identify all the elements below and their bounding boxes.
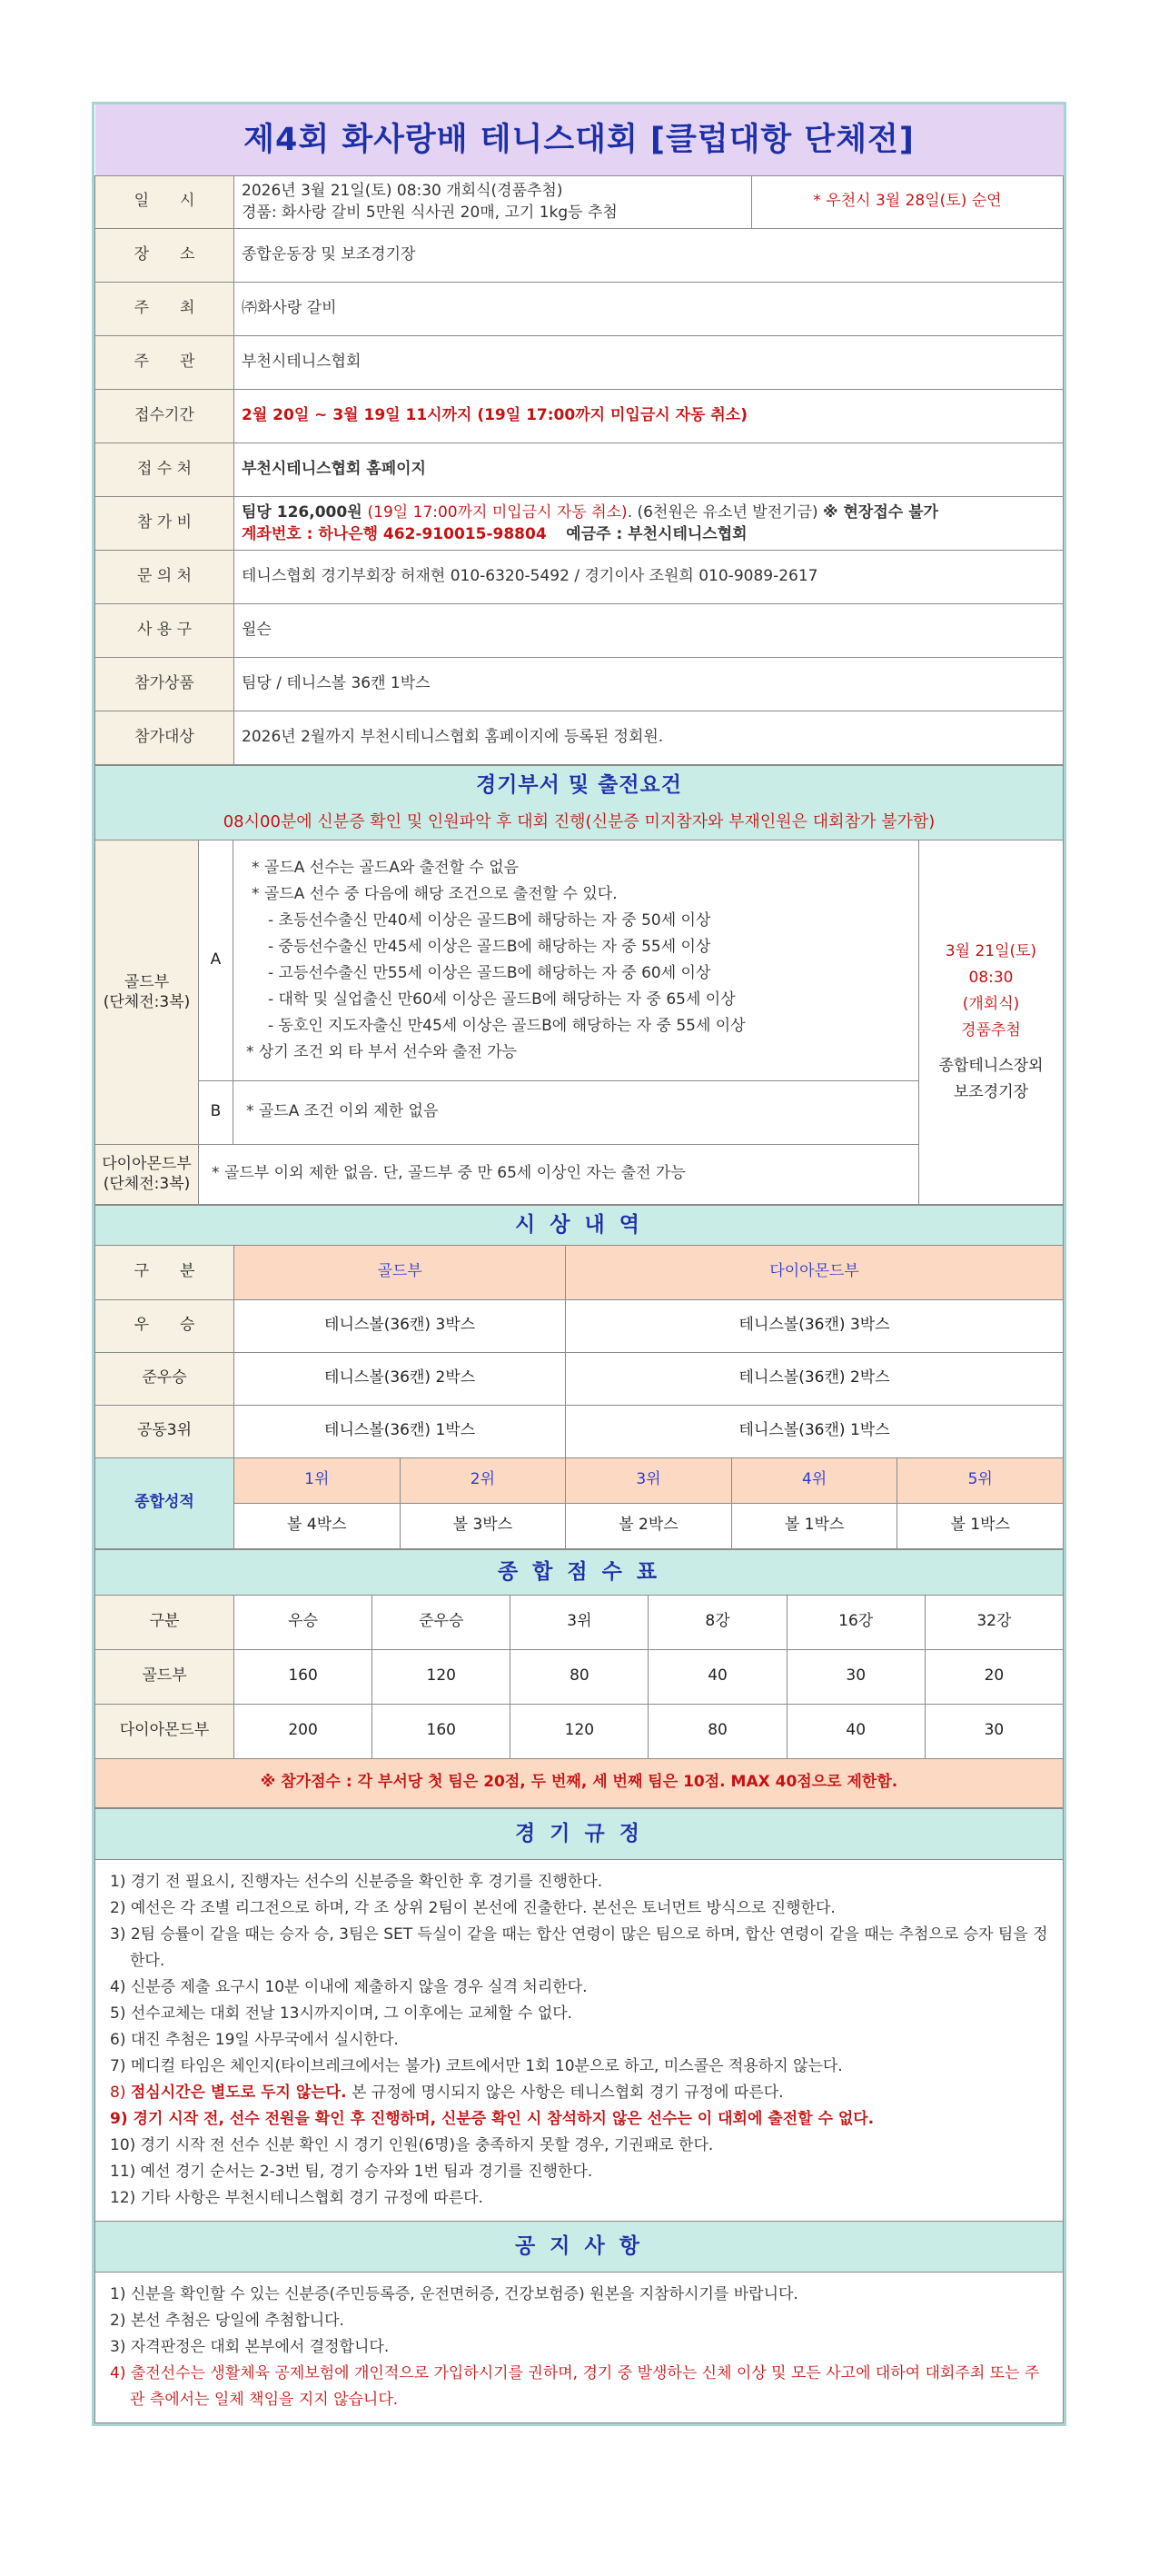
points-row	[95, 1704, 1064, 1758]
points-cell: 30	[787, 1649, 925, 1704]
date-line1: 2026년 3월 21일(토) 08:30 개회식(경품추첨)	[242, 182, 563, 200]
fee-line	[242, 502, 1055, 523]
account-line	[242, 523, 1055, 545]
host-value: ㈜화사랑 갈비	[234, 282, 1064, 335]
host-label: 주 최	[95, 282, 234, 335]
diamond-conditions: * 골드부 이외 제한 없음. 단, 골드부 중 만 65세 이상인 자는 출전 가능	[199, 1144, 919, 1204]
side-place-2: 보조경기장	[953, 1082, 1029, 1101]
points-cell: 200	[234, 1704, 372, 1758]
points-header: 구분	[95, 1595, 234, 1649]
award-diamond-prize: 테니스볼(36캔) 3박스	[566, 1299, 1064, 1352]
award-gold-prize: 테니스볼(36캔) 1박스	[234, 1405, 566, 1457]
points-cell: 80	[649, 1704, 787, 1758]
notice-item: 2) 본선 추첨은 당일에 추첨합니다.	[110, 2311, 344, 2330]
overall-rank: 2위	[400, 1457, 566, 1503]
gold-division-label: 골드부	[124, 972, 170, 991]
grade-a-line: - 초등선수출신 만40세 이상은 골드B에 해당하는 자 중 50세 이상	[268, 910, 711, 930]
fee-amount: 팀당 126,000원	[242, 502, 368, 522]
award-row-label: 공동3위	[95, 1405, 234, 1457]
points-note: ※ 참가점수 : 각 부서당 첫 팀은 20점, 두 번째, 세 번째 팀은 10점. MAX 40점으로 제한함.	[95, 1758, 1064, 1807]
overall-rank: 3위	[566, 1457, 732, 1503]
overall-rank: 5위	[897, 1457, 1064, 1503]
grade-a-line: * 골드A 선수 중 다음에 해당 조건으로 출전할 수 있다.	[252, 884, 618, 903]
rule-item: 5) 선수교체는 대회 전날 13시까지이며, 그 이후에는 교체할 수 없다.	[110, 2004, 573, 2023]
notice-item: 1) 신분을 확인할 수 있는 신분증(주민등록증, 운전면허증, 건강보험증) 원본을 지참하시기를 바랍니다.	[110, 2284, 798, 2303]
award-row-label: 우 승	[95, 1299, 234, 1352]
overall-prize: 볼 3박스	[400, 1503, 566, 1548]
rule-item: 10) 경기 시작 전 선수 신분 확인 시 경기 인원(6명)을 충족하지 못할 경우, 기권패로 한다.	[110, 2135, 714, 2154]
grade-b-conditions: * 골드A 조건 이외 제한 없음	[233, 1080, 919, 1144]
rule-item: 9) 경기 시작 전, 선수 전원을 확인 후 진행하며, 신분증 확인 시 참석하지 않은 선수는 이 대회에 출전할 수 없다.	[110, 2109, 875, 2128]
award-row-label: 준우승	[95, 1352, 234, 1405]
place-value: 종합운동장 및 보조경기장	[234, 228, 1064, 282]
points-cell: 40	[649, 1649, 787, 1704]
points-cell: 40	[787, 1704, 925, 1758]
contact-value: 테니스협회 경기부회장 허재현 010-6320-5492 / 경기이사 조원희 010-9089-2617	[234, 550, 1064, 603]
notice-item: 3) 자격판정은 대회 본부에서 결정합니다.	[110, 2337, 390, 2356]
grade-a-line: - 대학 및 실업출신 만60세 이상은 골드B에 해당하는 자 중 65세 이상	[268, 990, 736, 1009]
side-place-1: 종합테니스장외	[938, 1056, 1044, 1075]
notice-list	[95, 2272, 1064, 2422]
gift-value: 팀당 / 테니스볼 36캔 1박스	[234, 657, 1064, 711]
registration-value: 부천시테니스협회 홈페이지	[234, 443, 1064, 496]
rule-item: 11) 예선 경기 순서는 2-3번 팀, 경기 승자와 1번 팀과 경기를 진행한다.	[110, 2162, 593, 2181]
ball-label: 사 용 구	[95, 603, 234, 657]
eligibility-value: 2026년 2월까지 부천시테니스협회 홈페이지에 등록된 정회원.	[234, 711, 1064, 764]
fee-cancel-note: (19일 17:00까지 미입금시 자동 취소)	[367, 502, 628, 522]
fee-label: 참 가 비	[95, 496, 234, 550]
division-table	[94, 765, 1064, 1205]
points-cell: 다이아몬드부	[95, 1704, 234, 1758]
points-cell: 160	[372, 1704, 510, 1758]
rules-list	[95, 1859, 1064, 2221]
overall-rank: 4위	[731, 1457, 897, 1503]
rule-item: 1) 경기 전 필요시, 진행자는 선수의 신분증을 확인한 후 경기를 진행한다.	[110, 1872, 603, 1891]
grade-a-line: - 고등선수출신 만55세 이상은 골드B에 해당하는 자 중 60세 이상	[268, 963, 711, 982]
award-gold-prize: 테니스볼(36캔) 3박스	[234, 1299, 566, 1352]
grade-a-label: A	[199, 840, 233, 1080]
rule-item: 2) 예선은 각 조별 리그전으로 하며, 각 조 상위 2팀이 본선에 진출한다. 본선은 토너먼트 방식으로 진행한다.	[110, 1898, 836, 1917]
notice-heading: 공 지 사 항	[95, 2221, 1064, 2272]
rule-8-emphasis: 점심시간은 별도로 두지 않는다.	[130, 2083, 347, 2102]
rule-8-rest: 본 규정에 명시되지 않은 사항은 테니스협회 경기 규정에 따른다.	[346, 2083, 784, 2102]
period-label: 접수기간	[95, 389, 234, 443]
organizer-value: 부천시테니스협회	[234, 335, 1064, 389]
page-title: 제4회 화사랑배 테니스대회 [클럽대항 단체전]	[95, 104, 1064, 175]
grade-a-line: * 골드A 선수는 골드A와 출전할 수 없음	[252, 858, 520, 877]
rule-item: 7) 메디컬 타임은 체인지(타이브레크에서는 불가) 코트에서만 1회 10분으로 하고, 미스콜은 적용하지 않는다.	[110, 2056, 843, 2075]
diamond-division-label: 다이아몬드부	[102, 1155, 192, 1173]
date-label: 일 시	[95, 175, 234, 228]
ball-value: 윌슨	[234, 603, 1064, 657]
account-number: 계좌번호 : 하나은행 462-910015-98804	[242, 524, 547, 543]
grade-a-conditions	[233, 840, 919, 1080]
rule-item: 4) 신분증 제출 요구시 10분 이내에 제출하지 않을 경우 실격 처리한다.	[110, 1977, 588, 1996]
points-header: 8강	[649, 1595, 787, 1649]
overall-prize: 볼 1박스	[897, 1503, 1064, 1548]
points-cell: 120	[510, 1704, 649, 1758]
contact-label: 문 의 처	[95, 550, 234, 603]
gold-division-sub: (단체전:3복)	[103, 992, 191, 1011]
account-holder: 예금주 : 부천시테니스협회	[566, 524, 748, 543]
rule-item: 12) 기타 사항은 부천시테니스협회 경기 규정에 따른다.	[110, 2188, 483, 2207]
awards-heading: 시 상 내 역	[95, 1205, 1064, 1245]
points-header: 3위	[510, 1595, 649, 1649]
overall-prize: 볼 1박스	[731, 1503, 897, 1548]
division-notice: 08시00분에 신분증 확인 및 인원파악 후 대회 진행(신분증 미지참자와 부재인원은 대회참가 불가함)	[95, 805, 1064, 840]
points-cell: 골드부	[95, 1649, 234, 1704]
period-value: 2월 20일 ~ 3월 19일 11시까지 (19일 17:00까지 미입금시 자동 취소)	[234, 389, 1064, 443]
side-prize-draw: 경품추첨	[961, 1020, 1021, 1039]
points-header: 우승	[234, 1595, 372, 1649]
awards-table	[94, 1205, 1064, 1549]
rain-note: * 우천시 3월 28일(토) 순연	[752, 175, 1064, 228]
eligibility-label: 참가대상	[95, 711, 234, 764]
overall-prize: 볼 2박스	[566, 1503, 732, 1548]
fee-onsite-note: ※ 현장접수 불가	[823, 502, 938, 522]
points-cell: 160	[234, 1649, 372, 1704]
rules-table	[94, 1808, 1064, 2423]
overall-label: 종합성적	[95, 1457, 234, 1548]
overall-rank: 1위	[234, 1457, 401, 1503]
points-header: 32강	[925, 1595, 1063, 1649]
rule-8-number: 8)	[110, 2083, 131, 2102]
diamond-division-sub: (단체전:3복)	[103, 1175, 191, 1193]
side-opening: (개회식)	[962, 994, 1020, 1013]
organizer-label: 주 관	[95, 335, 234, 389]
rules-heading: 경 기 규 정	[95, 1808, 1064, 1859]
award-gold-prize: 테니스볼(36캔) 2박스	[234, 1352, 566, 1405]
points-heading: 종 합 점 수 표	[95, 1549, 1064, 1595]
award-diamond-prize: 테니스볼(36캔) 2박스	[566, 1352, 1064, 1405]
points-cell: 120	[372, 1649, 510, 1704]
awards-col-gold: 골드부	[234, 1245, 566, 1299]
division-heading: 경기부서 및 출전요건	[95, 765, 1064, 805]
points-cell: 20	[925, 1649, 1063, 1704]
points-cell: 80	[510, 1649, 649, 1704]
registration-label: 접 수 처	[95, 443, 234, 496]
grade-a-line: - 동호인 지도자출신 만45세 이상은 골드B에 해당하는 자 중 55세 이상	[268, 1016, 746, 1035]
side-date: 3월 21일(토)	[945, 941, 1037, 960]
points-row	[95, 1649, 1064, 1704]
tournament-notice	[92, 102, 1066, 2426]
place-label: 장 소	[95, 228, 234, 282]
overall-prize: 볼 4박스	[234, 1503, 401, 1548]
rule-item: 3) 2팀 승률이 같을 때는 승자 승, 3팀은 SET 득실이 같을 때는 합산 연령이 많은 팀으로 하며, 합산 연령이 같을 때는 추첨으로 승자 팀을 정한다.	[110, 1925, 1048, 1970]
points-table	[94, 1549, 1064, 1808]
awards-col-category: 구 분	[95, 1245, 234, 1299]
points-header: 준우승	[372, 1595, 510, 1649]
grade-a-line: - 중등선수출신 만45세 이상은 골드B에 해당하는 자 중 55세 이상	[268, 937, 711, 956]
awards-col-diamond: 다이아몬드부	[566, 1245, 1064, 1299]
date-line2: 경품: 화사랑 갈비 5만원 식사권 20매, 고기 1kg등 추첨	[242, 204, 618, 222]
notice-item: 4) 출전선수는 생활체육 공제보험에 개인적으로 가입하시기를 권하며, 경기 중 발생하는 신체 이상 및 모든 사고에 대하여 대회주최 또는 주관 측에서는 일체 책임을 지지 않습니다.	[110, 2363, 1040, 2409]
rule-item: 6) 대진 추첨은 19일 사무국에서 실시한다.	[110, 2030, 399, 2049]
points-header: 16강	[787, 1595, 925, 1649]
fee-fund-note: . (6천원은 유소년 발전기금)	[627, 502, 824, 522]
grade-b-label: B	[199, 1080, 233, 1144]
award-diamond-prize: 테니스볼(36캔) 1박스	[566, 1405, 1064, 1457]
info-table	[94, 104, 1064, 765]
grade-a-line: * 상기 조건 외 타 부서 선수와 출전 가능	[246, 1042, 518, 1061]
points-cell: 30	[925, 1704, 1063, 1758]
rule-item	[110, 2080, 1048, 2106]
side-time: 08:30	[968, 968, 1014, 987]
gift-label: 참가상품	[95, 657, 234, 711]
